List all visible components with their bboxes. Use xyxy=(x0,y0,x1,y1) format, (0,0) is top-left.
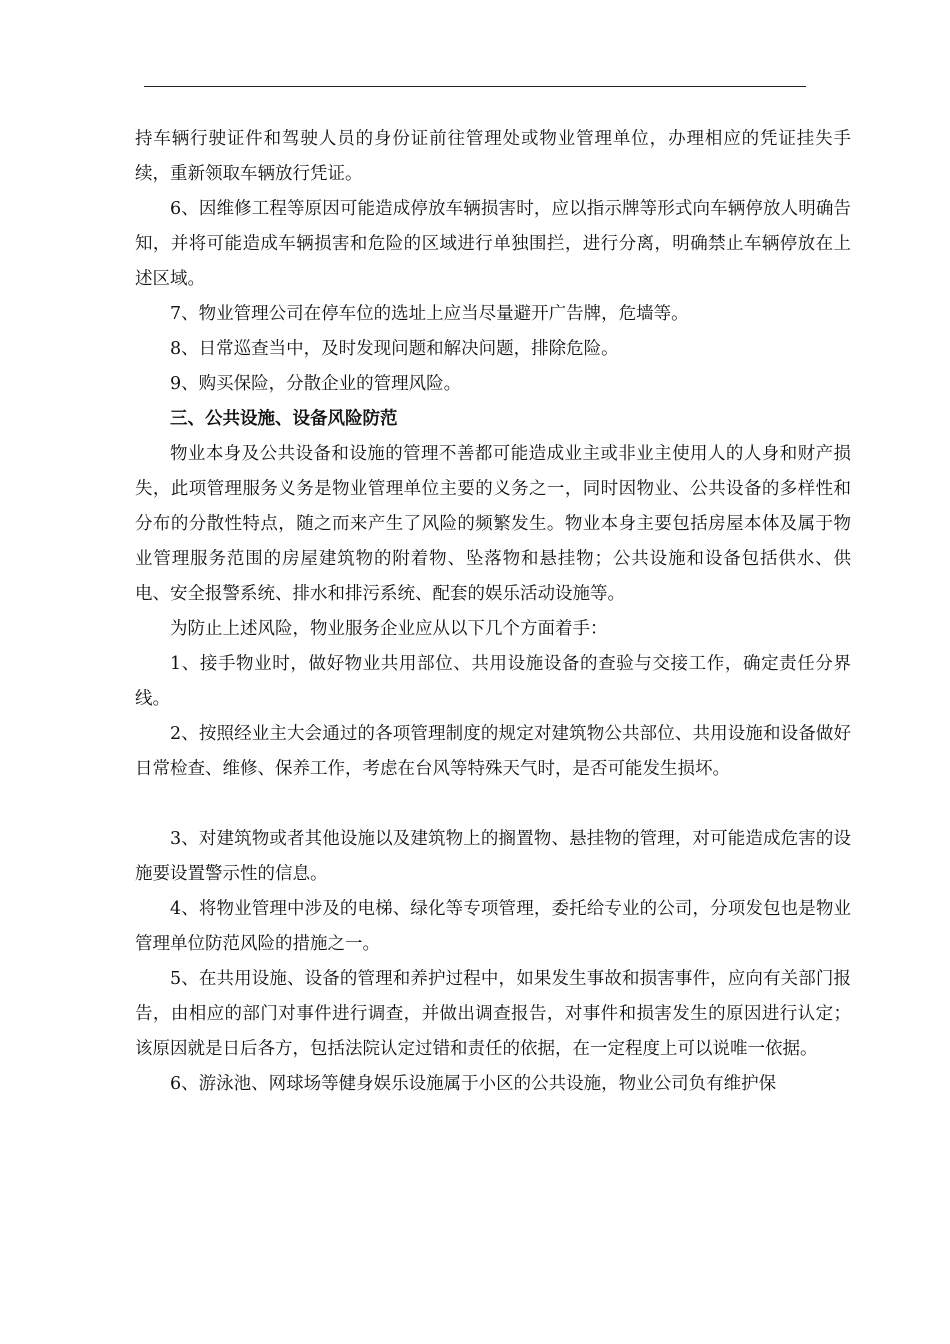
paragraph-item-4-facilities: 4、将物业管理中涉及的电梯、绿化等专项管理，委托给专业的公司，分项发包也是物业管理单位防范风险的措施之一。 xyxy=(135,899,851,954)
paragraph-item-3-facilities: 3、对建筑物或者其他设施以及建筑物上的搁置物、悬挂物的管理，对可能造成危害的设施要设置警示性的信息。 xyxy=(135,829,851,884)
paragraph-item-2-facilities: 2、按照经业主大会通过的各项管理制度的规定对建筑物公共部位、共用设施和设备做好日常检查、维修、保养工作，考虑在台风等特殊天气时，是否可能发生损坏。 xyxy=(135,724,851,779)
paragraph-item-6-parking: 6、因维修工程等原因可能造成停放车辆损害时，应以指示牌等形式向车辆停放人明确告知，并将可能造成车辆损害和危险的区域进行单独围拦，进行分离，明确禁止车辆停放在上述区域。 xyxy=(135,199,851,289)
paragraph-item-5-facilities: 5、在共用设施、设备的管理和养护过程中，如果发生事故和损害事件，应向有关部门报告，由相应的部门对事件进行调查，并做出调查报告，对事件和损害发生的原因进行认定；该原因就是日后各方，包括法院认定过错和责任的依据，在一定程度上可以说唯一依据。 xyxy=(135,969,851,1059)
paragraph-item-1-facilities: 1、接手物业时，做好物业共用部位、共用设施设备的查验与交接工作，确定责任分界线。 xyxy=(135,654,851,709)
section-heading: 三、公共设施、设备风险防范 xyxy=(170,409,398,429)
paragraph-item-6-facilities: 6、游泳池、网球场等健身娱乐设施属于小区的公共设施，物业公司负有维护保 xyxy=(170,1074,777,1094)
paragraph-section-intro: 物业本身及公共设备和设施的管理不善都可能造成业主或非业主使用人的人身和财产损失，此项管理服务义务是物业管理单位主要的义务之一，同时因物业、公共设备的多样性和分布的分散性特点，随之而来产生了风险的频繁发生。物业本身主要包括房屋本体及属于物业管理服务范围的房屋建筑物的附着物、坠落物和悬挂物；公共设施和设备包括供水、供电、安全报警系统、排水和排污系统、配套的娱乐活动设施等。 xyxy=(135,444,851,604)
document-body xyxy=(135,122,851,1102)
paragraph-continuation: 持车辆行驶证件和驾驶人员的身份证前往管理处或物业管理单位，办理相应的凭证挂失手续，重新领取车辆放行凭证。 xyxy=(135,129,851,184)
paragraph-measures-lead: 为防止上述风险，物业服务企业应从以下几个方面着手： xyxy=(170,619,608,639)
header-rule xyxy=(144,86,806,87)
paragraph-item-7-parking: 7、物业管理公司在停车位的选址上应当尽量避开广告牌，危墙等。 xyxy=(170,304,689,324)
paragraph-item-9-parking: 9、购买保险，分散企业的管理风险。 xyxy=(170,374,462,394)
blank-line xyxy=(135,787,851,822)
paragraph-item-8-parking: 8、日常巡查当中，及时发现问题和解决问题，排除危险。 xyxy=(170,339,619,359)
